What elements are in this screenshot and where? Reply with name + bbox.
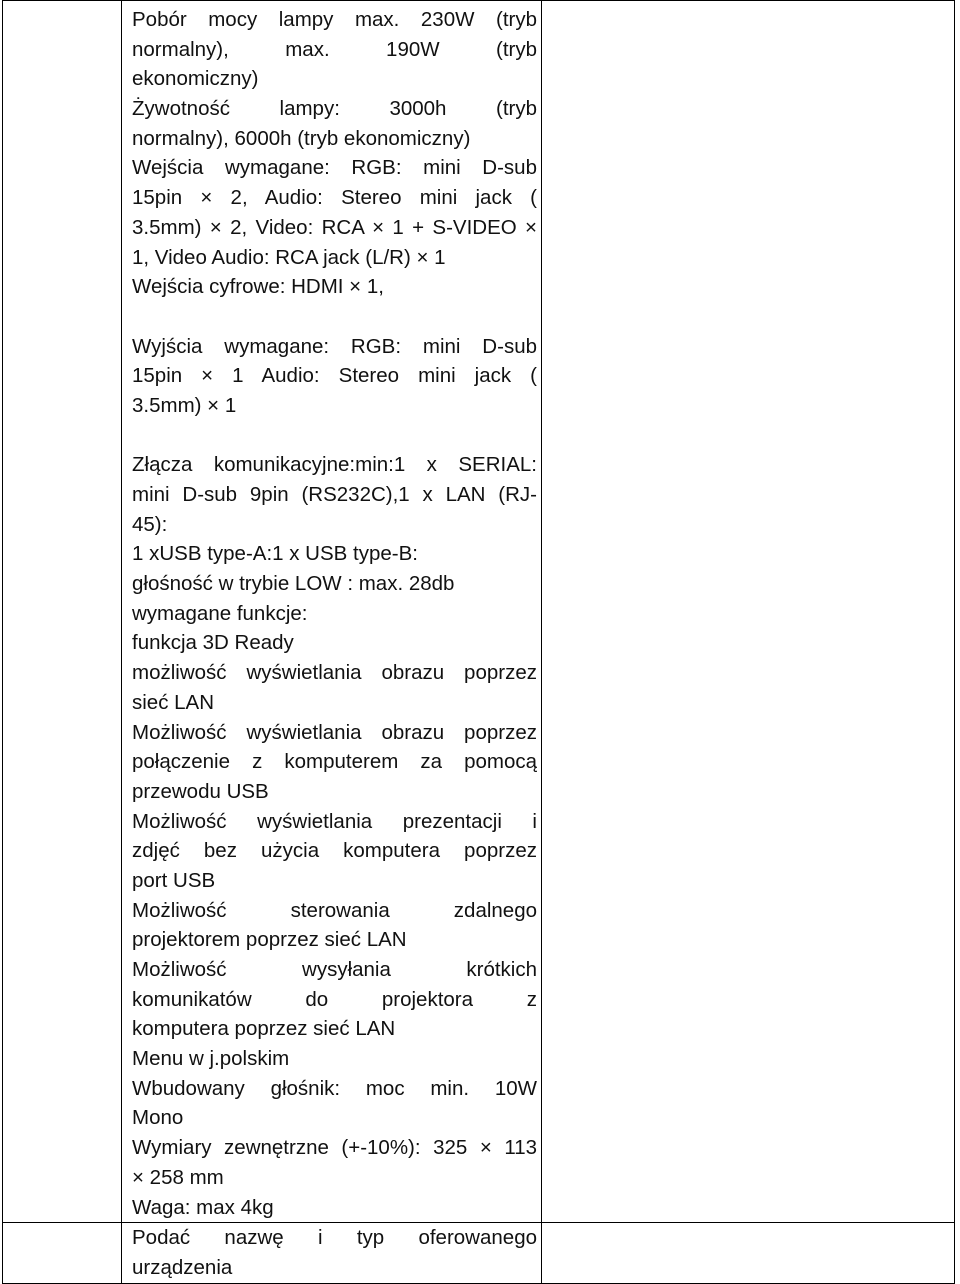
spec-line: Menu w j.polskim: [132, 1047, 290, 1071]
spec-line: Żywotność lampy: 3000h (tryb: [132, 97, 537, 121]
spec-line: Możliwość sterowania zdalnego: [132, 898, 537, 922]
blank-line: [132, 421, 537, 451]
spec-line: normalny), max. 190W (tryb: [132, 37, 537, 61]
spec-line: Wymiary zewnętrzne (+-10%): 325 × 113: [132, 1136, 537, 1160]
spec-line: głośność w trybie LOW : max. 28db: [132, 572, 455, 596]
index-cell: [3, 1, 122, 1223]
spec-line: normalny), 6000h (tryb ekonomiczny): [132, 126, 471, 150]
spec-line: Wbudowany głośnik: moc min. 10W: [132, 1076, 537, 1100]
blank-line: [132, 302, 537, 332]
spec-line: Waga: max 4kg: [132, 1195, 274, 1219]
device-name-cell: [122, 1223, 542, 1284]
spec-line: Możliwość wyświetlania prezentacji i: [132, 809, 537, 833]
spec-line: 15pin × 2, Audio: Stereo mini jack (: [132, 186, 537, 210]
spec-line: Pobór mocy lampy max. 230W (tryb: [132, 8, 537, 31]
spec-line: możliwość wyświetlania obrazu poprzez: [132, 661, 537, 685]
spec-line: Złącza komunikacyjne:min:1 x SERIAL:: [132, 453, 537, 477]
spec-line: 45):: [132, 512, 168, 536]
spec-line: 15pin × 1 Audio: Stereo mini jack (: [132, 364, 537, 388]
spec-line: urządzenia: [132, 1255, 233, 1279]
spec-line: Wyjścia wymagane: RGB: mini D-sub: [132, 334, 537, 358]
offer-cell: [542, 1223, 955, 1284]
spec-line: × 258 mm: [132, 1165, 224, 1189]
spec-line: Możliwość wysyłania krótkich: [132, 958, 537, 981]
spec-line: zdjęć bez użycia komputera poprzez: [132, 839, 537, 863]
spec-line: port USB: [132, 868, 216, 892]
spec-line: Wejścia wymagane: RGB: mini D-sub: [132, 156, 537, 180]
table-row-device-name: [3, 1223, 955, 1284]
table-row-specs: [3, 1, 955, 1223]
spec-cell: [122, 1, 542, 1223]
spec-line: mini D-sub 9pin (RS232C),1 x LAN (RJ-: [132, 483, 537, 506]
spec-line: 3.5mm) × 2, Video: RCA × 1 + S-VIDEO ×: [132, 215, 537, 239]
spec-line: komputera poprzez sieć LAN: [132, 1017, 396, 1041]
index-cell: [3, 1223, 122, 1284]
spec-line: wymagane funkcje:: [132, 601, 308, 625]
spec-line: 1, Video Audio: RCA jack (L/R) × 1: [132, 245, 446, 269]
spec-line: projektorem poprzez sieć LAN: [132, 928, 407, 952]
spec-line: Podać nazwę i typ oferowanego: [132, 1226, 537, 1250]
spec-line: Wejścia cyfrowe: HDMI × 1,: [132, 275, 384, 299]
spec-lines: [122, 1, 541, 1222]
spec-line: sieć LAN: [132, 690, 215, 714]
device-name-lines: [122, 1223, 541, 1282]
spec-line: połączenie z komputerem za pomocą: [132, 750, 537, 774]
specification-table: [2, 0, 955, 1284]
spec-line: komunikatów do projektora z: [132, 987, 537, 1011]
spec-line: 3.5mm) × 1: [132, 393, 237, 417]
spec-line: przewodu USB: [132, 779, 269, 803]
spec-line: ekonomiczny): [132, 67, 259, 91]
spec-line: 1 xUSB type-A:1 x USB type-B:: [132, 542, 418, 566]
spec-line: Mono: [132, 1106, 184, 1130]
spec-line: Możliwość wyświetlania obrazu poprzez: [132, 720, 537, 744]
spec-line: funkcja 3D Ready: [132, 631, 294, 655]
offer-cell: [542, 1, 955, 1223]
